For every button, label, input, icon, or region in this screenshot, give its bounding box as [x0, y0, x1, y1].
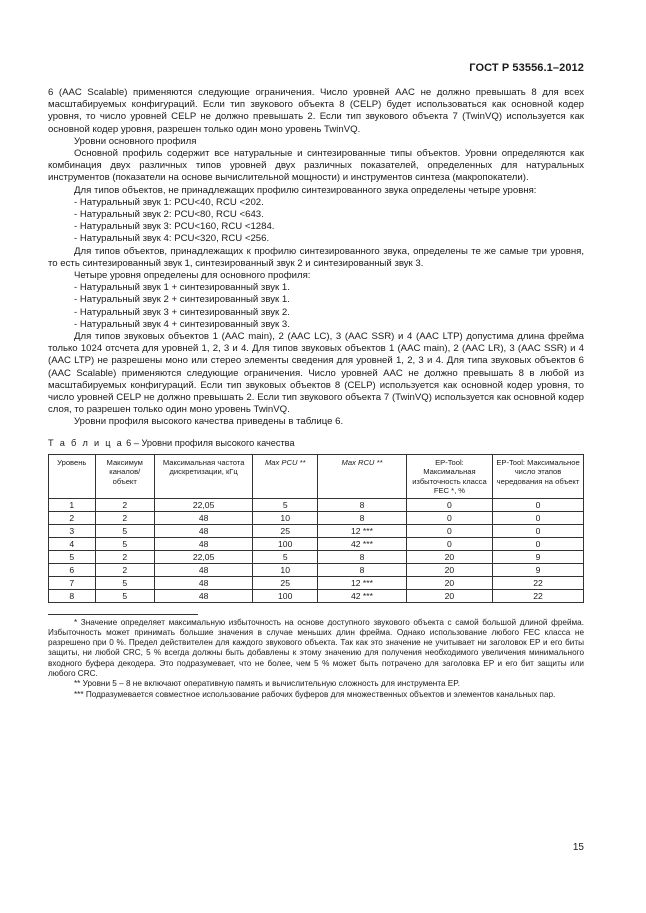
table-cell: 6 — [49, 563, 96, 576]
page-number: 15 — [572, 842, 584, 853]
table-cell: 3 — [49, 524, 96, 537]
table-cell: 100 — [253, 589, 318, 602]
table-cell: 0 — [493, 537, 584, 550]
paragraph: Для типов звуковых объектов 1 (AAC main), 2 (AAC LC), 3 (AAC SSR) и 4 (AAC LTP) допустима длина фрейма только 1024 отсчета для уровней 1, 2, 3 и 4. Для типов звуковых объектов 1 (AAC main), 2 (AAC LR), 3 (AAC SSR) и 4 (AAC LTP) не разрешены моно или стерео элементы сведения для уровней 1, 2, 3 и 4. Для типа звуковых объектов 6 (AAC Scalable) применяются следующие ограничения. Число уровней AAC не должно превышать 8 в любой из масштабируемых конфигураций. Если тип звуковых объектов 8 (CELP) используется как основной кодер уровня, то число уровней CELP не должно превышать 2. Если тип звукового объекта 7 (TwinVQ) используется как основной кодер слоя, то разрешен только один моно уровень TwinVQ. — [48, 331, 584, 416]
document-code: ГОСТ Р 53556.1–2012 — [469, 62, 584, 74]
table-header-cell: Max RCU ** — [318, 454, 407, 498]
table-cell: 48 — [154, 537, 252, 550]
table-cell: 2 — [95, 498, 154, 511]
table-caption-text: 6 – Уровни профиля высокого качества — [123, 437, 295, 448]
list-item: - Натуральный звук 4: PCU<320, RCU <256. — [74, 233, 270, 245]
table-cell: 48 — [154, 576, 252, 589]
table-cell: 2 — [95, 550, 154, 563]
table-cell: 2 — [95, 511, 154, 524]
table-body — [49, 498, 584, 602]
footnote-separator — [48, 614, 198, 615]
document-body — [48, 87, 584, 700]
table-cell: 5 — [253, 498, 318, 511]
table-cell: 5 — [49, 550, 96, 563]
paragraph: 6 (AAC Scalable) применяются следующие ограничения. Число уровней AAC не должно превышать 8 для всех масштабируемых конфигураций. Если тип звукового объекта 8 (CELP) будет использоваться как основной кодер уровня, то число уровней CELP не должно превышать 2. Если тип звукового объекта 7 (TwinVQ) используется как основной кодер уровня, разрешен только один моно уровень TwinVQ. — [48, 87, 584, 135]
table-cell: 0 — [406, 511, 492, 524]
table-cell: 0 — [493, 511, 584, 524]
table-header-cell: Max PCU ** — [253, 454, 318, 498]
table-cell: 8 — [49, 589, 96, 602]
table-cell: 10 — [253, 563, 318, 576]
profile-levels-table — [48, 454, 584, 603]
paragraph: Уровни профиля высокого качества приведены в таблице 6. — [74, 416, 344, 428]
table-cell: 7 — [49, 576, 96, 589]
table-cell: 100 — [253, 537, 318, 550]
table-cell: 8 — [318, 563, 407, 576]
list-item: - Натуральный звук 2: PCU<80, RCU <643. — [74, 209, 264, 221]
table-cell: 20 — [406, 589, 492, 602]
table-cell: 20 — [406, 563, 492, 576]
list-item: - Натуральный звук 2 + синтезированный звук 1. — [74, 294, 290, 306]
table-cell: 8 — [318, 498, 407, 511]
table-cell: 22 — [493, 589, 584, 602]
table-cell: 5 — [95, 524, 154, 537]
table-cell: 5 — [95, 576, 154, 589]
table-cell: 48 — [154, 589, 252, 602]
list-item: - Натуральный звук 1 + синтезированный звук 1. — [74, 282, 290, 294]
section-heading: Уровни основного профиля — [74, 135, 197, 147]
table-header-cell: Уровень — [49, 454, 96, 498]
table-cell: 0 — [493, 498, 584, 511]
footnote: *** Подразумевается совместное использование рабочих буферов для множественных объектов и элементов канальных пар. — [74, 689, 556, 699]
table-row — [49, 498, 584, 511]
table-header-cell: Максимальная частота дискретизации, кГц — [154, 454, 252, 498]
table-header-row — [49, 454, 584, 498]
table-header-cell: Максимум каналов/ объект — [95, 454, 154, 498]
table-cell: 22 — [493, 576, 584, 589]
table-cell: 2 — [95, 563, 154, 576]
table-header-cell: EP-Tool: Максимальная избыточность класса FEC *, % — [406, 454, 492, 498]
table-cell: 10 — [253, 511, 318, 524]
table-cell: 48 — [154, 563, 252, 576]
table-row — [49, 524, 584, 537]
table-header-cell: EP-Tool: Максимальное число этапов чередования на объект — [493, 454, 584, 498]
table-cell: 0 — [493, 524, 584, 537]
paragraph: Основной профиль содержит все натуральные и синтезированные типы объектов. Уровни определяются как комбинация двух различных типов уровней двух различных показателей, определенных для натуральных инструментов (показатели на основе вычислительной мощности) и инструментов синтеза (макропокатели). — [48, 148, 584, 184]
table-cell: 9 — [493, 563, 584, 576]
table-row — [49, 576, 584, 589]
list-item: - Натуральный звук 3 + синтезированный звук 2. — [74, 306, 290, 318]
table-caption — [48, 437, 584, 449]
table-cell: 0 — [406, 537, 492, 550]
table-row — [49, 511, 584, 524]
table-cell: 22,05 — [154, 498, 252, 511]
table-cell: 42 *** — [318, 537, 407, 550]
list-item: - Натуральный звук 4 + синтезированный звук 3. — [74, 318, 290, 330]
table-cell: 8 — [318, 511, 407, 524]
table-cell: 12 *** — [318, 576, 407, 589]
table-row — [49, 563, 584, 576]
table-row — [49, 589, 584, 602]
table-cell: 25 — [253, 524, 318, 537]
footnote: * Значение определяет максимальную избыточность на основе доступного звукового объекта с самой большой длиной фрейма. Избыточность может принимать большие значения в случае меньших длин фрейма. Однако использование любого FEC класса не разрешено при 0 %. Предел действителен для каждого звукового объекта. Так как это значение не учитывает ни заголовок EP и его биты защиты, ни любой CRC, 5 % всегда должны быть добавлены к этому значению для получения необходимого увеличения минимального входного буфера декодера. Это подразумевает, что не более, чем 5 % может быть потрачено для заголовка EP и его бит защиты или любого CRC. — [48, 617, 584, 678]
footnote: ** Уровни 5 – 8 не включают оперативную память и вычислительную сложность для инструмента EP. — [74, 679, 460, 689]
table-cell: 0 — [406, 524, 492, 537]
table-cell: 1 — [49, 498, 96, 511]
table-caption-prefix: Т а б л и ц а — [48, 437, 124, 448]
table-cell: 48 — [154, 511, 252, 524]
table-cell: 5 — [95, 589, 154, 602]
table-cell: 20 — [406, 576, 492, 589]
table-cell: 5 — [95, 537, 154, 550]
table-cell: 8 — [318, 550, 407, 563]
paragraph: Четыре уровня определены для основного профиля: — [74, 270, 311, 282]
table-cell: 42 *** — [318, 589, 407, 602]
table-cell: 4 — [49, 537, 96, 550]
table-cell: 25 — [253, 576, 318, 589]
paragraph: Для типов объектов, не принадлежащих профилю синтезированного звука определены четыре уровня: — [74, 184, 537, 196]
table-row — [49, 537, 584, 550]
table-cell: 20 — [406, 550, 492, 563]
table-cell: 0 — [406, 498, 492, 511]
table-row — [49, 550, 584, 563]
list-item: - Натуральный звук 1: PCU<40, RCU <202. — [74, 196, 264, 208]
table-cell: 5 — [253, 550, 318, 563]
list-item: - Натуральный звук 3: PCU<160, RCU <1284. — [74, 221, 275, 233]
table-cell: 22,05 — [154, 550, 252, 563]
table-cell: 2 — [49, 511, 96, 524]
paragraph: Для типов объектов, принадлежащих к профилю синтезированного звука, определены те же самые три уровня, то есть синтезированный звук 1, синтезированный звук 2 и синтезированный звук 3. — [48, 245, 584, 269]
table-cell: 9 — [493, 550, 584, 563]
table-cell: 48 — [154, 524, 252, 537]
table-cell: 12 *** — [318, 524, 407, 537]
